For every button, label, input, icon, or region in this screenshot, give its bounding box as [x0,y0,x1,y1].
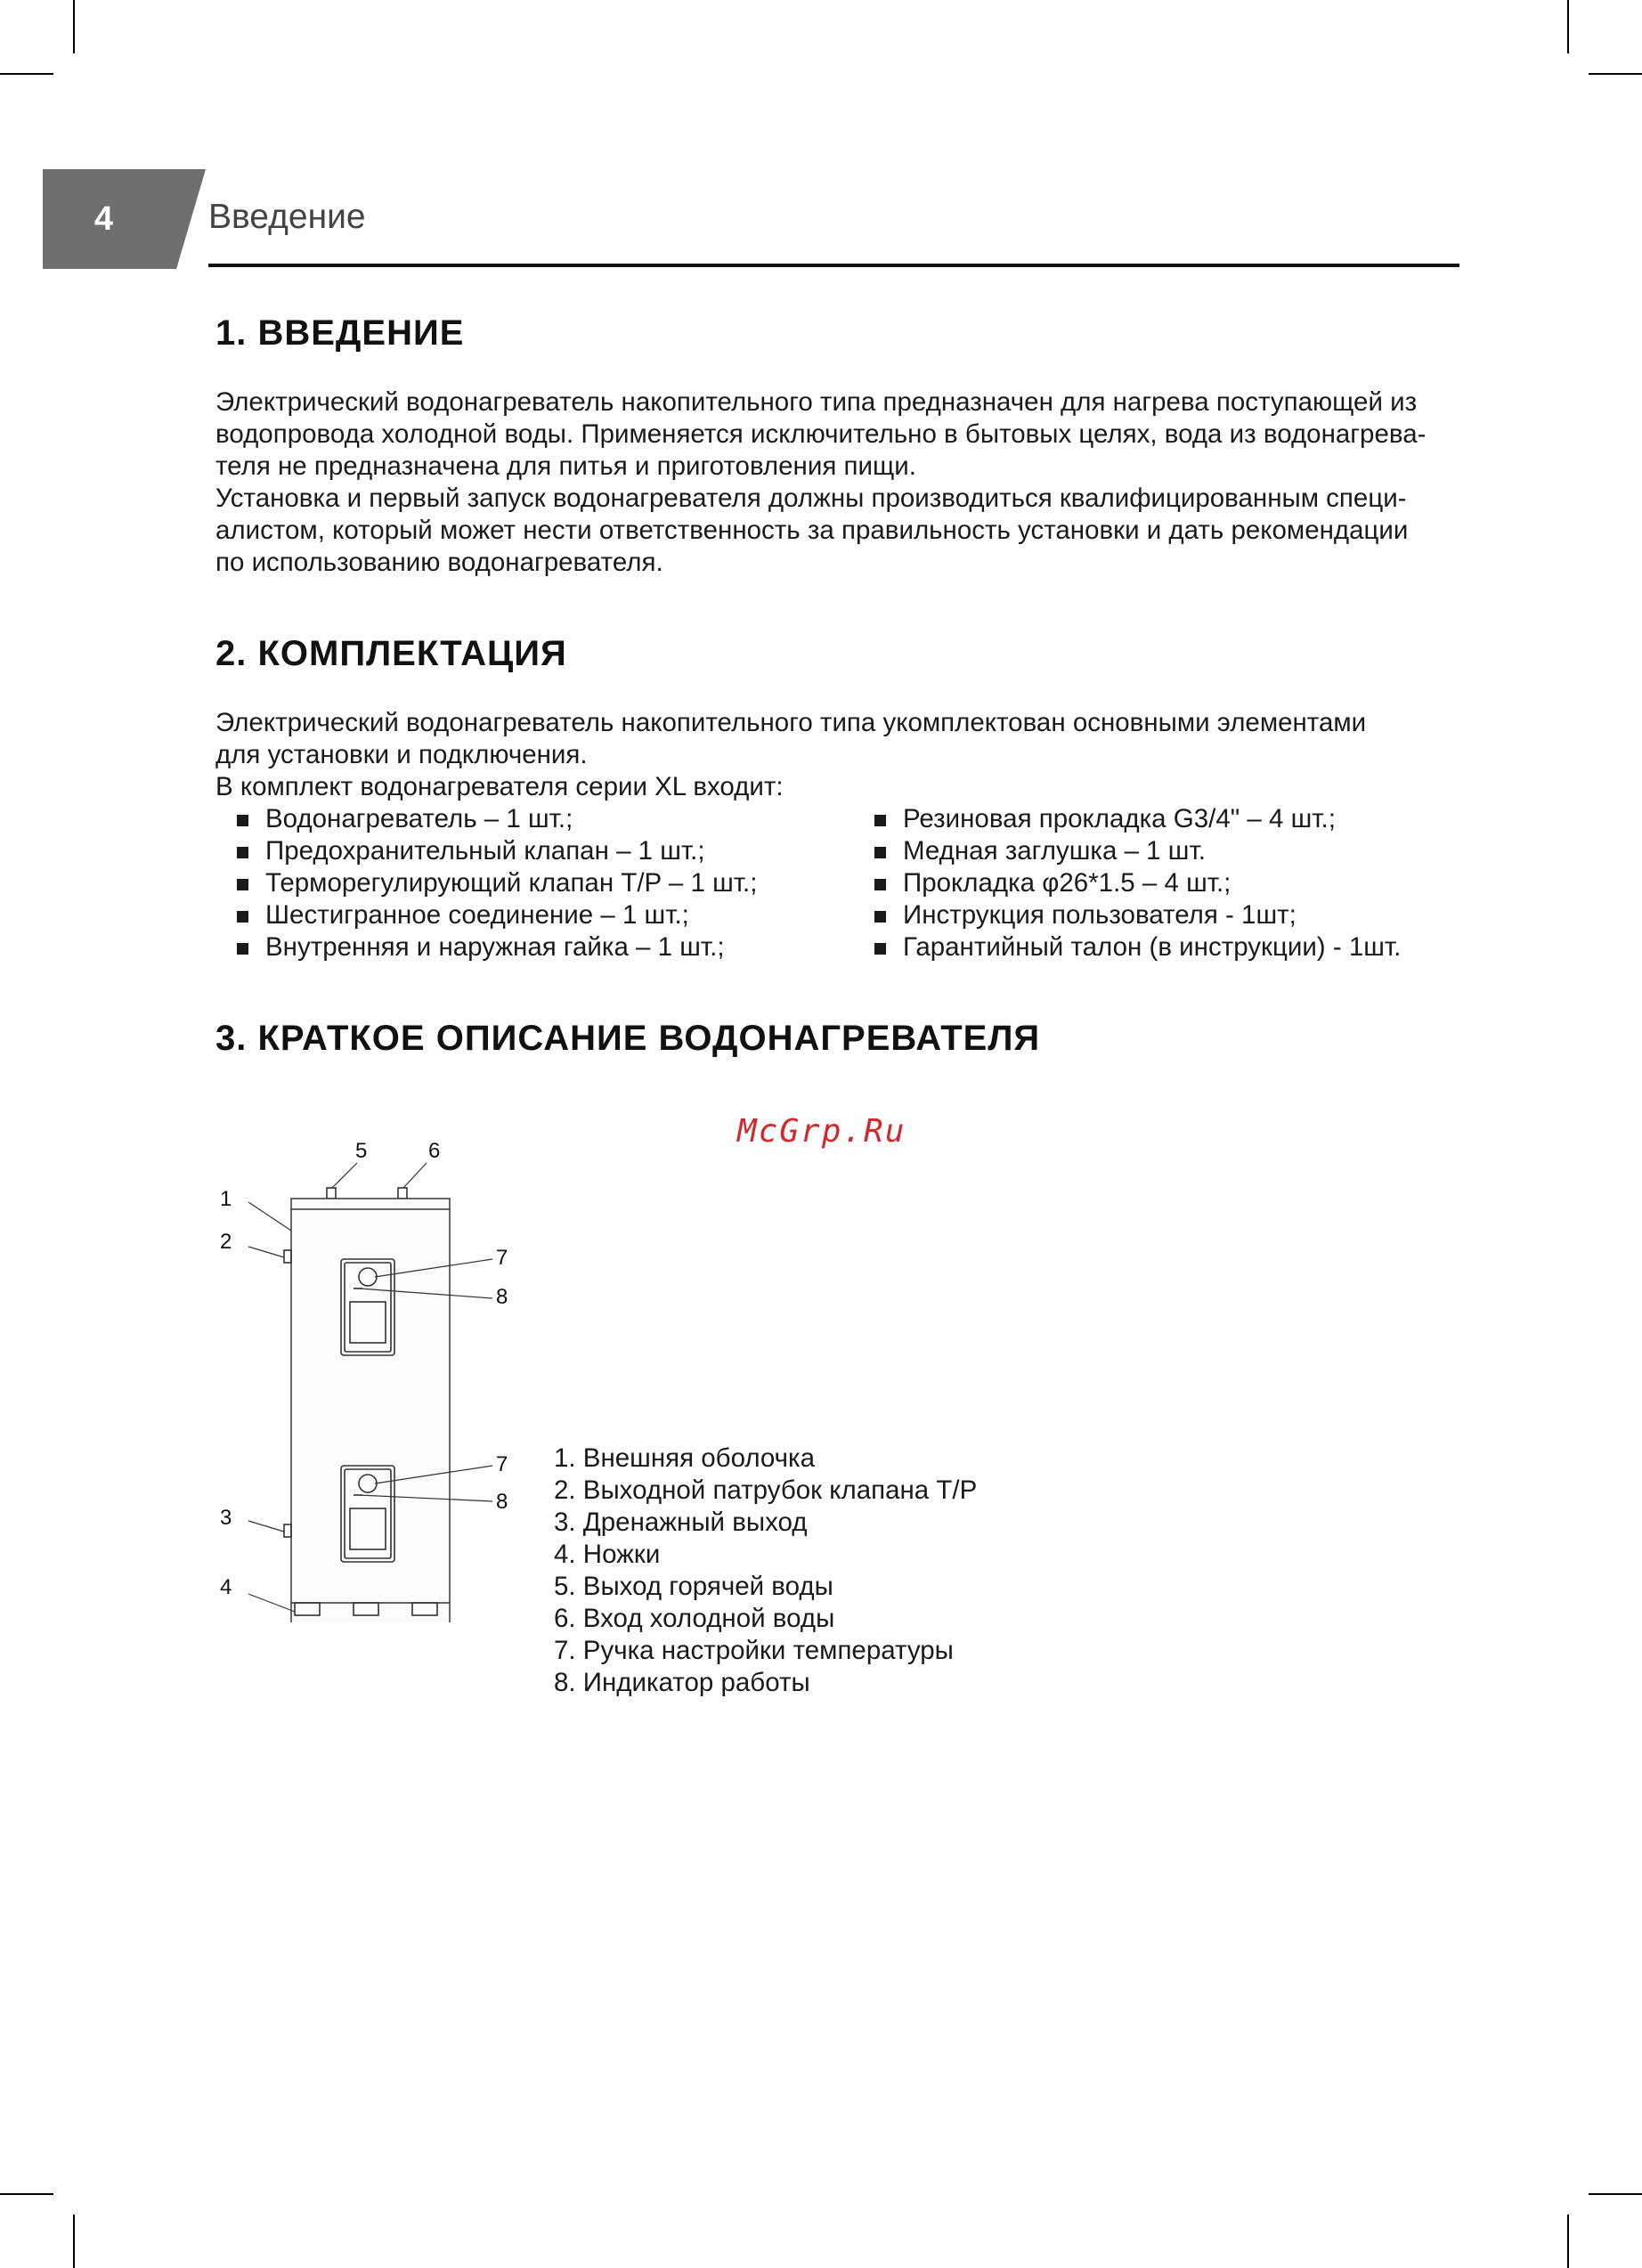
text-line: Электрический водонагреватель накопительного типа предназначен для нагрева поступающей из [215,387,1418,417]
callout-label: 6 [428,1139,441,1163]
legend-item: 4. Ножки [554,1540,661,1569]
callout-label: 5 [355,1139,368,1163]
legend-item: 2. Выходной патрубок клапана T/P [554,1475,978,1505]
crop-mark [73,0,75,53]
crop-mark [0,73,53,75]
kit-list-left [215,803,757,963]
text-line: для установки и подключения. [215,740,588,769]
kit-paragraph [215,707,1473,803]
header-divider [208,264,1459,267]
callout-label: 8 [496,1285,508,1309]
list-item: Предохранительный клапан – 1 шт.; [215,835,757,867]
component-legend [554,1443,977,1699]
text-line: водопровода холодной воды. Применяется исключительно в бытовых целях, вода из водонагрева- [215,419,1427,449]
crop-mark [0,2193,53,2195]
crop-mark [73,2215,75,2268]
list-item: Прокладка φ26*1.5 – 4 шт.; [853,867,1401,899]
callout-label: 4 [220,1575,232,1599]
callout-label: 2 [220,1230,232,1254]
drain-outlet [284,1524,291,1537]
list-item: Гарантийный талон (в инструкции) - 1шт. [853,931,1401,963]
text-line: Установка и первый запуск водонагревателя должны производиться квалифицированным специ- [215,484,1407,513]
section-heading-description: 3. КРАТКОЕ ОПИСАНИЕ ВОДОНАГРЕВАТЕЛЯ [215,1019,1041,1058]
text-line: Электрический водонагреватель накопительного типа укомплектован основными элементами [215,708,1367,737]
cold-water-inlet-pipe [398,1188,407,1199]
list-item: Медная заглушка – 1 шт. [853,835,1401,867]
legend-item: 8. Индикатор работы [554,1668,810,1697]
watermark: McGrp.Ru [737,1113,906,1150]
callout-label: 7 [496,1452,508,1476]
crop-mark [1589,73,1642,75]
legend-item: 5. Выход горячей воды [554,1572,833,1601]
callout-label: 1 [220,1187,232,1211]
list-item: Инструкция пользователя - 1шт; [853,899,1401,931]
water-heater-diagram [209,1124,530,1622]
legend-item: 7. Ручка настройки температуры [554,1636,954,1665]
legend-item: 1. Внешняя оболочка [554,1443,815,1473]
list-item: Внутренняя и наружная гайка – 1 шт.; [215,931,757,963]
section-heading-intro: 1. ВВЕДЕНИЕ [215,313,465,353]
list-item: Резиновая прокладка G3/4" – 4 шт.; [853,803,1401,835]
text-line: В комплект водонагревателя серии XL входит: [215,772,784,801]
list-item: Шестигранное соединение – 1 шт.; [215,899,757,931]
callout-label: 7 [496,1246,508,1270]
section-heading-kit: 2. КОМПЛЕКТАЦИЯ [215,634,567,673]
legend-item: 3. Дренажный выход [554,1508,808,1537]
legend-item: 6. Вход холодной воды [554,1604,835,1633]
callout-label: 8 [496,1490,508,1514]
intro-paragraph [215,386,1473,579]
crop-mark [1567,2215,1569,2268]
text-line: алистом, который может нести ответственность за правильность установки и дать рекомендации [215,516,1409,545]
hot-water-outlet-pipe [327,1188,336,1199]
crop-mark [1589,2193,1642,2195]
list-item: Водонагреватель – 1 шт.; [215,803,757,835]
text-line: по использованию водонагревателя. [215,548,663,577]
running-header-title: Введение [208,198,366,236]
callout-label: 3 [220,1506,232,1530]
tp-valve-outlet [284,1250,291,1263]
kit-list-right [853,803,1401,963]
text-line: теля не предназначена для питья и приготовления пищи. [215,451,916,481]
page-number: 4 [93,200,114,238]
list-item: Терморегулирующий клапан T/P – 1 шт.; [215,867,757,899]
crop-mark [1567,0,1569,53]
